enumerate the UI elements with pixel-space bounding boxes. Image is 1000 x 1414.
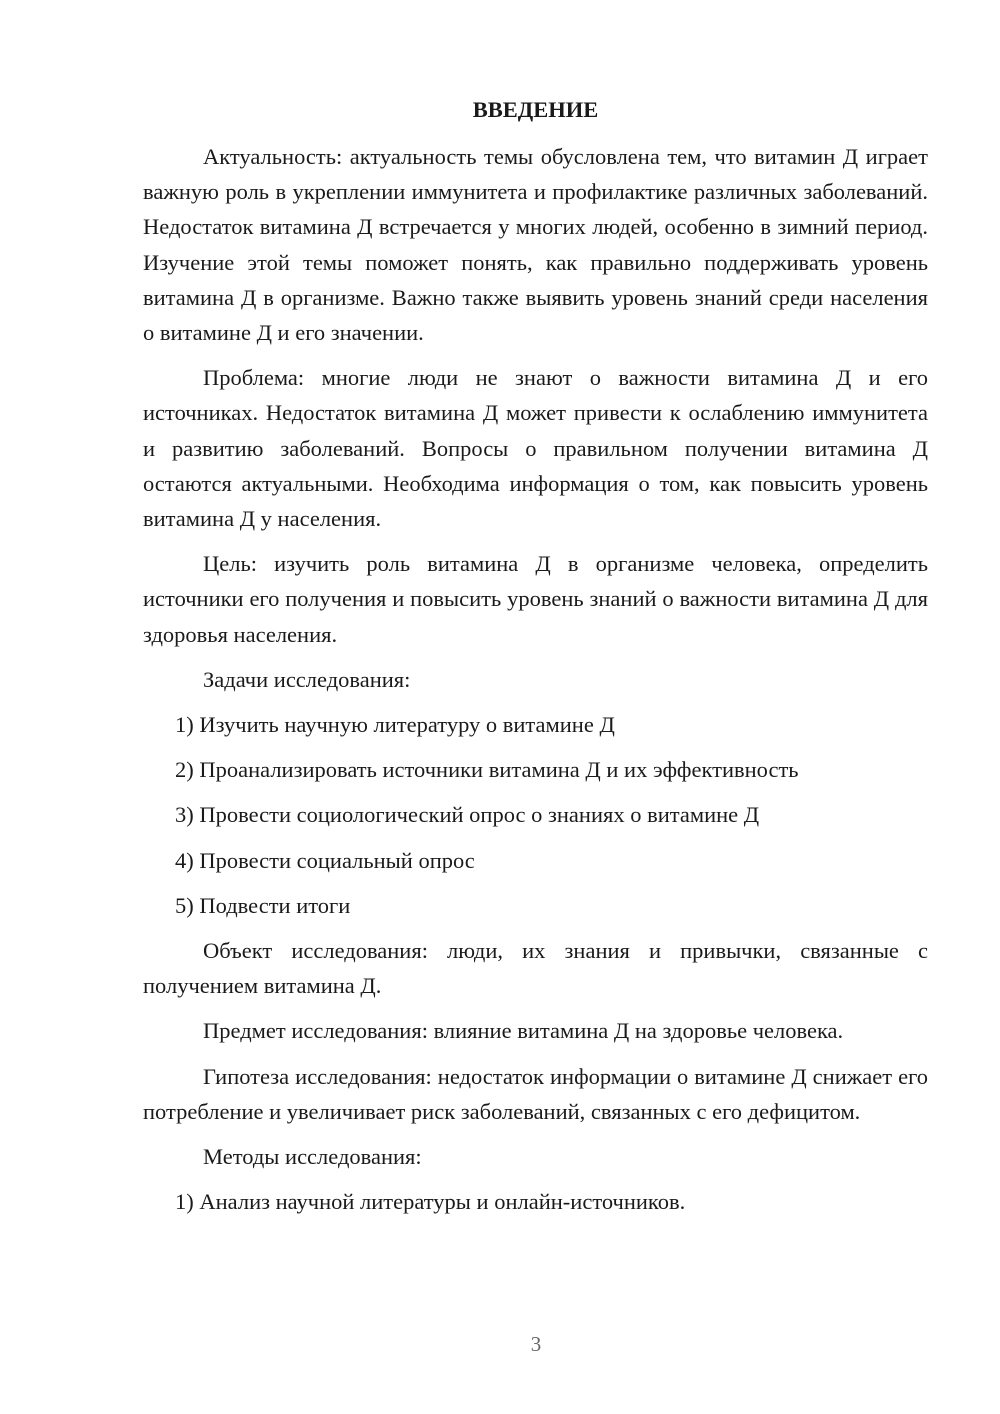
tasks-heading: Задачи исследования: [203, 666, 411, 692]
list-item: 3) Провести социологический опрос о знаниях о витамине Д [175, 802, 760, 828]
goal-paragraph: Цель: изучить роль витамина Д в организме человека, определить источники его получения и повысить уровень знаний о важности витамина Д для здоровья населения. [143, 551, 928, 647]
subject-paragraph: Предмет исследования: влияние витамина Д на здоровье человека. [203, 1018, 844, 1044]
page-title: ВВЕДЕНИЕ [472, 97, 599, 122]
hypothesis-paragraph: Гипотеза исследования: недостаток информации о витамине Д снижает его потребление и увеличивает риск заболеваний, связанных с его дефицитом. [143, 1063, 928, 1124]
page-content [143, 92, 928, 1229]
relevance-paragraph: Актуальность: актуальность темы обусловлена тем, что витамин Д играет важную роль в укреплении иммунитета и профилактике различных заболеваний. Недостаток витамина Д встречается у многих людей, особенно в зимний период. Изучение этой темы поможет понять, как правильно поддерживать уровень витамина Д в организме. Важно также выявить уровень знаний среди населения о витамине Д и его значении. [143, 144, 928, 346]
methods-heading: Методы исследования: [203, 1144, 422, 1170]
methods-list [143, 1184, 928, 1219]
list-item: 1) Изучить научную литературу о витамине Д [175, 712, 615, 738]
list-item: 2) Проанализировать источники витамина Д и их эффективность [175, 757, 799, 783]
object-paragraph: Объект исследования: люди, их знания и привычки, связанные с получением витамина Д. [143, 938, 928, 999]
page-number: 3 [530, 1332, 542, 1356]
tasks-list [143, 707, 928, 923]
list-item: 1) Анализ научной литературы и онлайн-источников. [175, 1189, 686, 1215]
list-item: 4) Провести социальный опрос [175, 847, 475, 873]
list-item: 5) Подвести итоги [175, 892, 351, 918]
problem-paragraph: Проблема: многие люди не знают о важности витамина Д и его источниках. Недостаток витамина Д может привести к ослаблению иммунитета и развитию заболеваний. Вопросы о правильном получении витамина Д остаются актуальными. Необходима информация о том, как повысить уровень витамина Д у населения. [143, 365, 928, 532]
